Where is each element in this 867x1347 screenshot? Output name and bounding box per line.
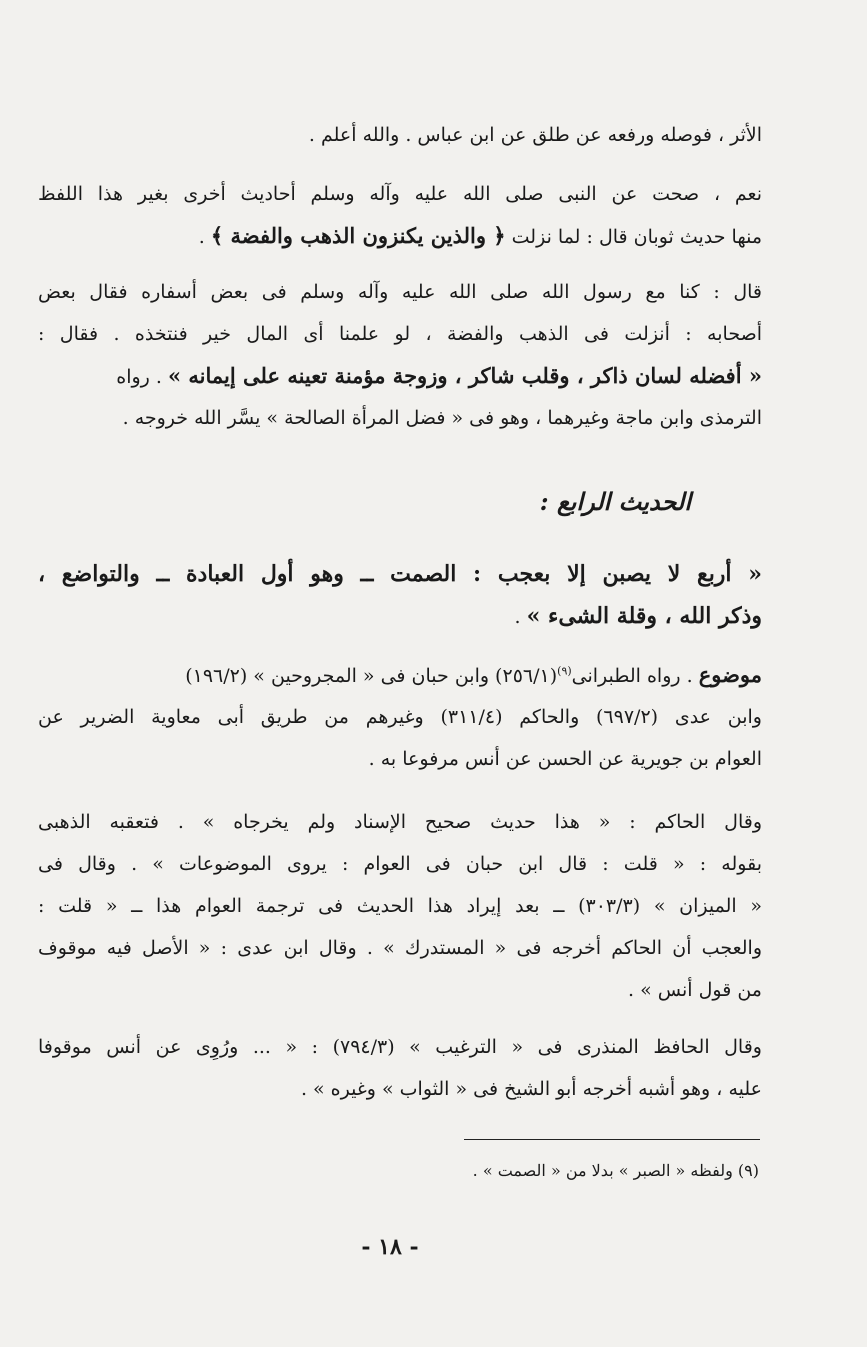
page-number: - ١٨ -: [361, 1234, 419, 1260]
text-line: من قول أنس » .: [628, 979, 762, 1001]
text-line: « الميزان » (٣٠٣/٣) ــ بعد إيراد هذا الحديث فى ترجمة العوام هذا ــ « قلت :: [38, 895, 762, 917]
hadith-line: « أربع لا يصبن إلا بعجب : الصمت ــ وهو أول العبادة ــ والتواضع ،: [38, 561, 762, 587]
text-line: نعم ، صحت عن النبى صلى الله عليه وآله وسلم أحاديث أخرى بغير هذا اللفظ: [38, 183, 762, 205]
quran-verse: ﴿ والذين يكنزون الذهب والفضة ﴾: [210, 223, 506, 248]
text-line: الأثر ، فوصله ورفعه عن طلق عن ابن عباس . والله أعلم .: [308, 124, 762, 146]
footnote-separator: [464, 1139, 760, 1140]
text-segment: . رواه: [116, 366, 168, 388]
text-line: [38, 595, 762, 637]
text-segment: .: [198, 226, 211, 248]
text-segment: منها حديث ثوبان قال : لما نزلت: [505, 226, 762, 248]
text-line: وابن عدى (٦٩٧/٢) والحاكم (٣١١/٤) وغيرهم من طريق أبى معاوية الضرير عن: [38, 706, 762, 728]
footnote: (٩) ولفظه « الصبر » بدلا من « الصمت » .: [472, 1161, 759, 1180]
text-line: وقال الحافظ المنذرى فى « الترغيب » (٧٩٤/٣) : « ... ورُوِى عن أنس موقوفا: [38, 1036, 762, 1058]
paragraph-6: [38, 1026, 762, 1110]
hadith-line: وذكر الله ، وقلة الشىء »: [526, 603, 762, 629]
text-line: [38, 355, 762, 397]
text-line: والعجب أن الحاكم أخرجه فى « المستدرك » . وقال ابن عدى : « الأصل فيه موقوف: [38, 937, 762, 959]
text-line: بقوله : « قلت : قال ابن حبان فى العوام : يروى الموضوعات » . وقال فى: [38, 853, 762, 875]
paragraph-1: [38, 114, 762, 156]
footnote-reference[interactable]: (٩): [557, 664, 572, 678]
hadith-quote: « أفضله لسان ذاكر ، وقلب شاكر ، وزوجة مؤمنة تعينه على إيمانه »: [167, 363, 762, 388]
text-line: العوام بن جويرية عن الحسن عن أنس مرفوعا به .: [368, 748, 762, 770]
text-line: وقال الحاكم : « هذا حديث صحيح الإسناد ولم يخرجاه » . فتعقبه الذهبى: [38, 811, 762, 833]
text-line: الترمذى وابن ماجة وغيرهما ، وهو فى « فضل المرأة الصالحة » يسَّر الله خروجه .: [122, 407, 762, 429]
text-segment: . رواه الطبرانى: [571, 665, 699, 687]
paragraph-2: [38, 173, 762, 257]
text-line: [38, 654, 762, 696]
hadith-text: [38, 553, 762, 637]
paragraph-3: [38, 271, 762, 439]
text-line: [38, 215, 762, 257]
text-line: قال : كنا مع رسول الله صلى الله عليه وآله وسلم فى بعض أسفاره فقال بعض: [38, 281, 762, 303]
paragraph-5: [38, 801, 762, 1011]
verdict-label: موضوع: [698, 662, 762, 687]
text-segment: (٢٥٦/١) وابن حبان فى « المجروحين » (١٩٦/٢): [185, 665, 558, 687]
text-line: أصحابه : أنزلت فى الذهب والفضة ، لو علمنا أى المال خير فنتخذه . فقال :: [38, 323, 762, 345]
text-segment: .: [514, 606, 527, 628]
section-heading: الحديث الرابع :: [539, 487, 691, 516]
paragraph-4: [38, 654, 762, 780]
text-line: عليه ، وهو أشبه أخرجه أبو الشيخ فى « الثواب » وغيره » .: [300, 1078, 762, 1100]
